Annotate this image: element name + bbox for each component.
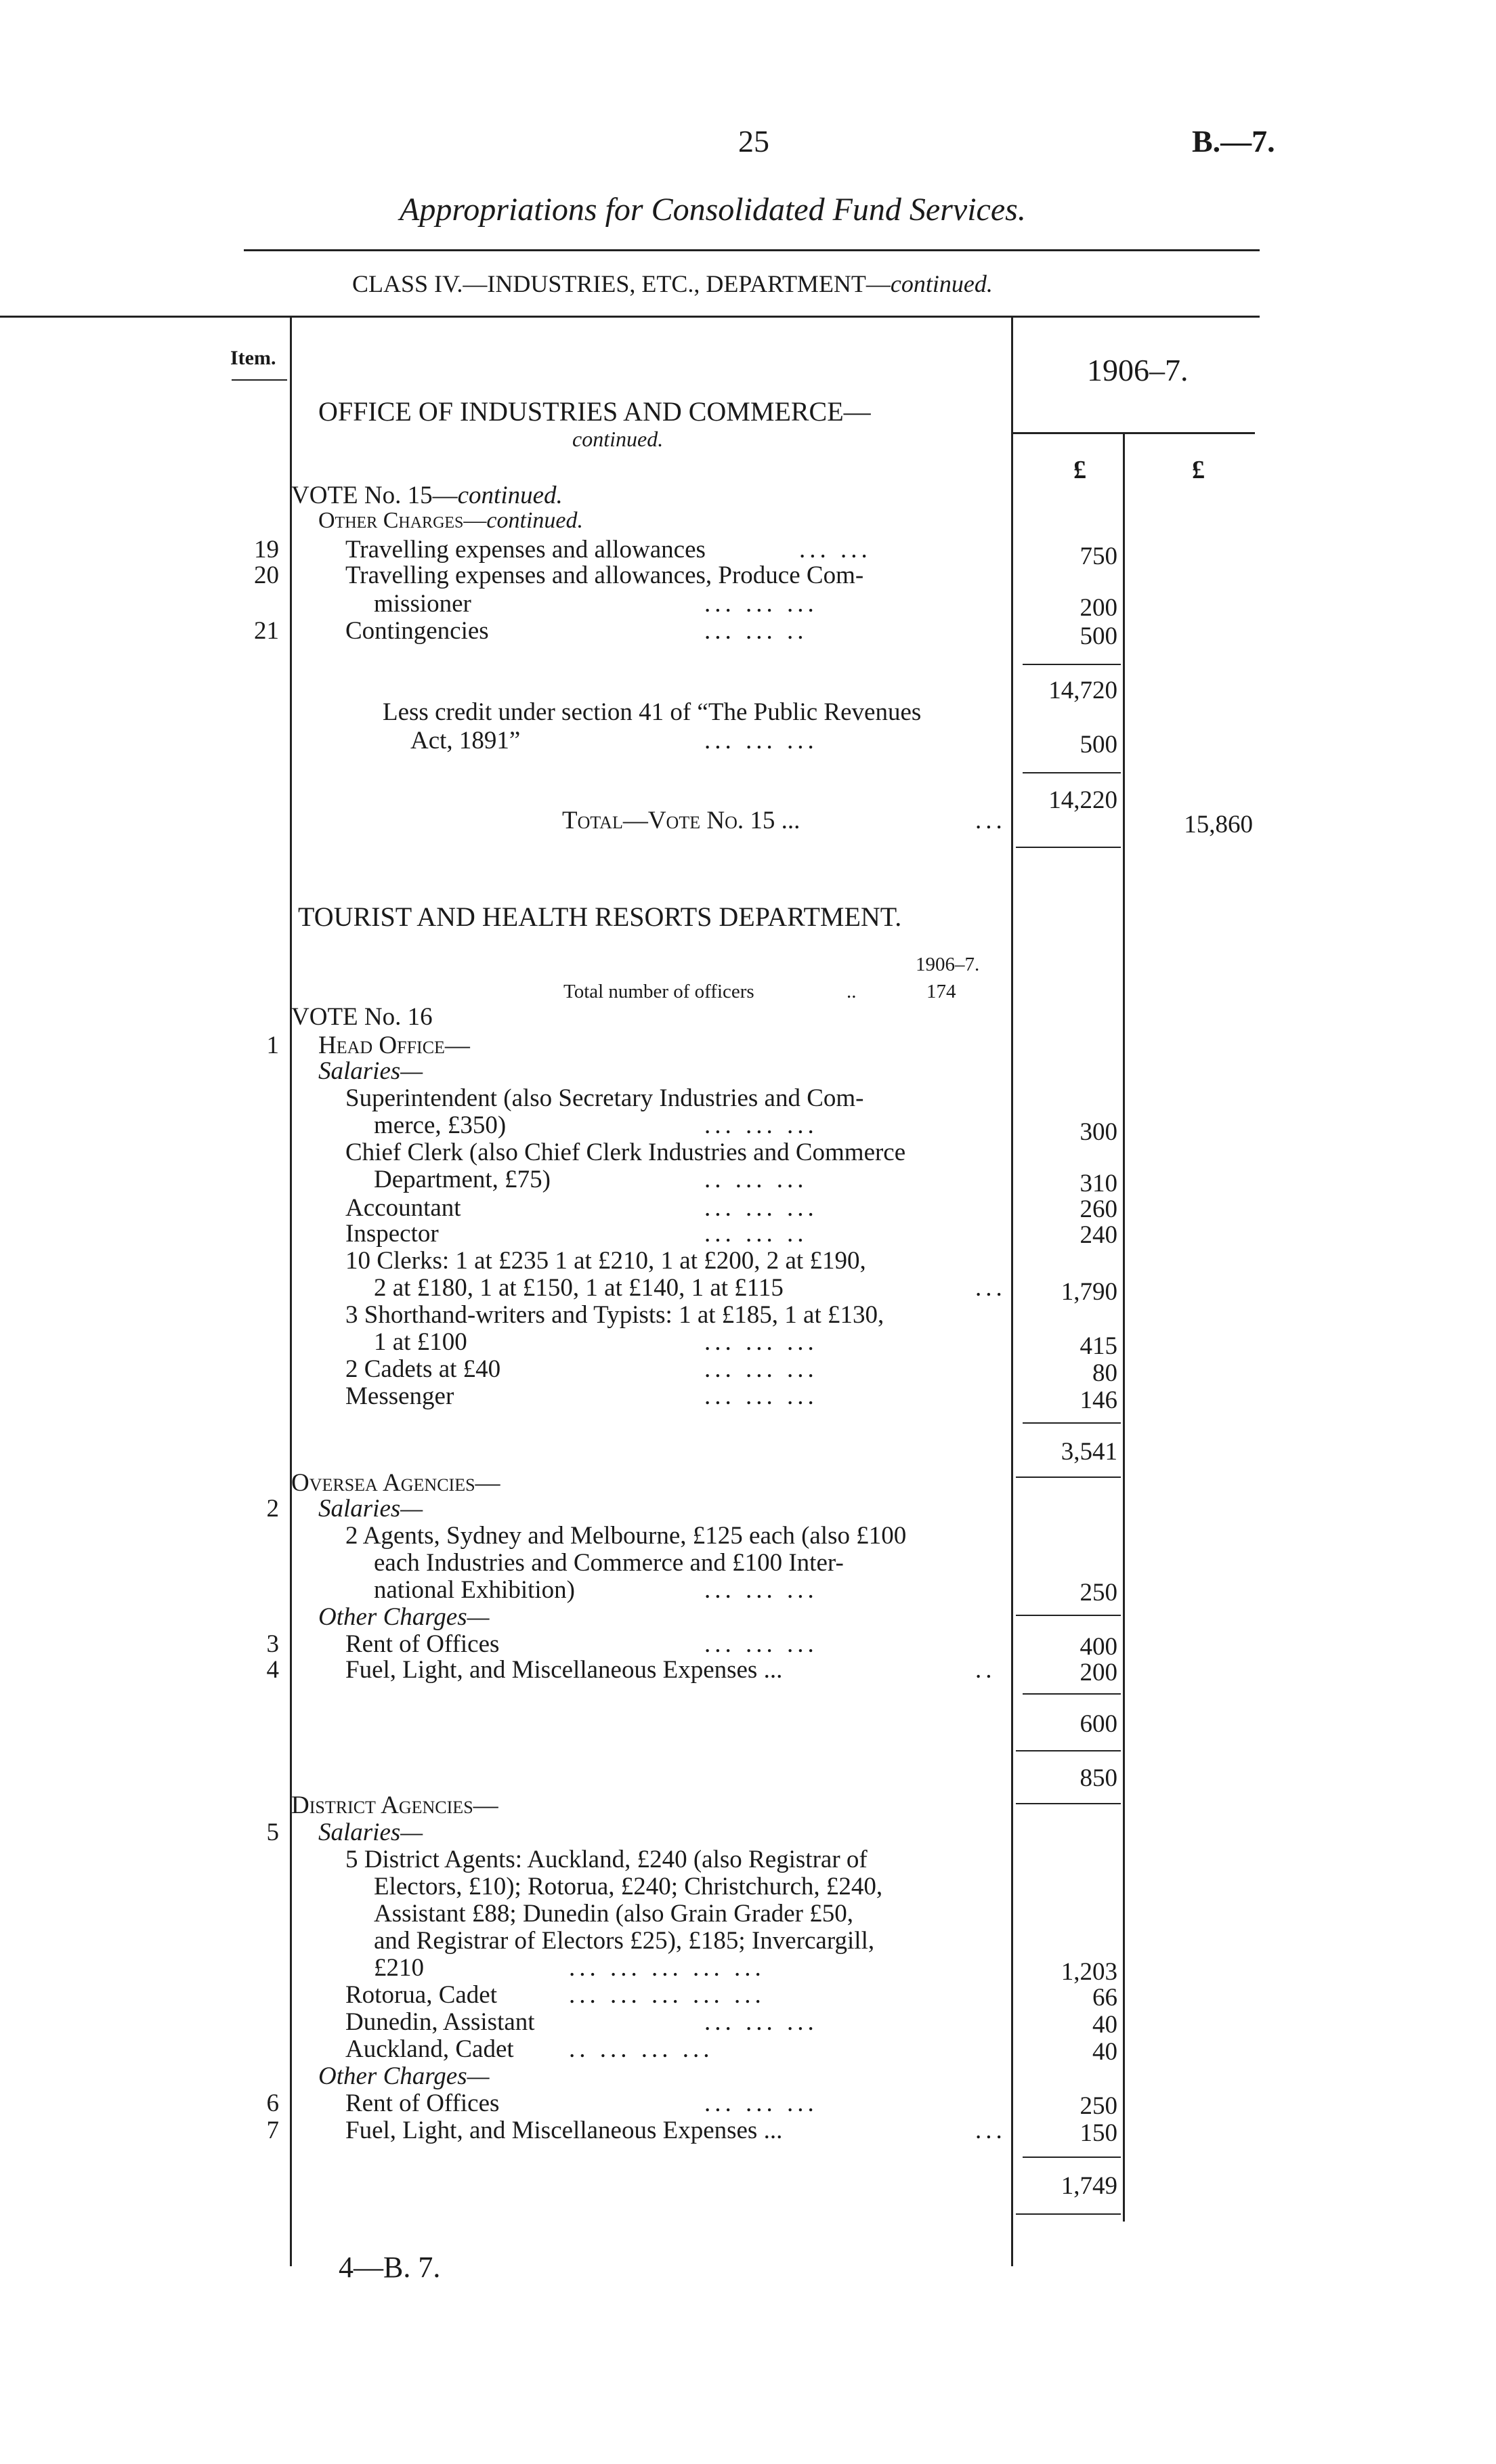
year-column-header: 1906–7. [1087,353,1189,387]
oversea-rent: Rent of Offices [345,1630,500,1658]
page-footer-signature: 4—B. 7. [339,2251,441,2284]
leader-dots: ... [975,2117,1006,2144]
amount: 1,790 [1061,1278,1117,1306]
item-column-header: Item. [230,347,276,369]
table-top-rule [0,316,1260,318]
class-heading-cont: continued. [890,270,993,297]
less-credit-amount: 500 [1080,731,1117,759]
oversea-salaries-label: Salaries— [318,1495,423,1523]
head-line: Accountant [345,1194,461,1222]
vote15-text: VOTE No. 15— [291,482,458,509]
leader-dots: ... ... ... ... ... [569,1954,765,1982]
head-line: 10 Clerks: 1 at £235 1 at £210, 1 at £200, 2 at £190, [345,1247,866,1275]
total-vote15-amount: 15,860 [1184,811,1253,838]
pound-symbol-2: £ [1192,456,1205,484]
other-charges-text: Other Charges— [318,508,487,533]
leader-dots: ... ... ... [704,1630,818,1658]
subtotal-rule [1023,664,1121,665]
district-label: District Agencies— [291,1791,498,1819]
district-salaries-label: Salaries— [318,1819,423,1846]
amount: 146 [1080,1386,1117,1414]
district-line: £210 [374,1954,424,1982]
district-small: Auckland, Cadet [345,2035,514,2063]
amount: 250 [1080,1579,1117,1607]
section2-heading: TOURIST AND HEALTH RESORTS DEPARTMENT. [298,901,902,932]
oversea-line: national Exhibition) [374,1576,575,1604]
page-code: B.—7. [1192,124,1275,158]
pound-symbol-1: £ [1073,456,1086,484]
amount: 240 [1080,1221,1117,1249]
item-head-rule [232,379,287,381]
item-number: 5 [266,1819,279,1846]
district-total: 1,749 [1061,2172,1117,2200]
officers-dots: .. [847,981,857,1002]
leader-dots: ... [975,807,1006,834]
vote15-cont: continued. [457,482,563,509]
leader-dots: ... ... ... [704,1355,818,1383]
head-line: 3 Shorthand-writers and Typists: 1 at £185, 1 at £130, [345,1301,884,1329]
oversea-total-rule-bottom [1016,1803,1121,1804]
district-line: and Registrar of Electors £25), £185; Invercargill, [374,1927,875,1955]
amount: 200 [1080,594,1117,622]
district-fuel: Fuel, Light, and Miscellaneous Expenses ... [345,2117,783,2144]
other-charges-label [318,508,583,534]
district-small: Rotorua, Cadet [345,1981,498,2009]
item-number: 6 [266,2089,279,2117]
year-rule [1011,432,1255,434]
head-line: Chief Clerk (also Chief Clerk Industries and Commerce [345,1139,906,1166]
oversea-total-rule-top [1016,1750,1121,1751]
leader-dots: ... [975,1274,1006,1302]
class-heading-text: CLASS IV.—INDUSTRIES, ETC., DEPARTMENT— [352,270,891,297]
item-number: 2 [266,1495,279,1523]
officers-label: Total number of officers [563,981,754,1002]
head-line: Department, £75) [374,1166,551,1193]
leader-dots: ... ... [799,536,872,564]
amount: 300 [1080,1118,1117,1146]
section1-heading-cont: continued. [572,427,664,451]
oversea-salary-rule [1016,1615,1121,1616]
district-line: Assistant £88; Dunedin (also Grain Grader £50, [374,1900,854,1928]
leader-dots: ... ... ... [704,2008,818,2036]
oversea-line: 2 Agents, Sydney and Melbourne, £125 each (also £100 [345,1522,907,1550]
district-small: Dunedin, Assistant [345,2008,535,2036]
less-credit-line-1: Less credit under section 41 of “The Public Revenues [383,698,922,726]
head-line: 1 at £100 [374,1328,467,1356]
officers-count: 174 [926,981,956,1002]
subtotal-amount: 14,720 [1048,677,1117,704]
item-number: 4 [266,1656,279,1684]
head-total-underline [1016,1477,1121,1478]
amount: 80 [1092,1359,1117,1387]
head-total-rule [1023,1422,1121,1424]
head-line: Superintendent (also Secretary Industries and Com- [345,1084,864,1112]
oversea-other-label: Other Charges— [318,1603,490,1631]
amount: 1,203 [1061,1958,1117,1986]
leader-dots: .. [975,1656,996,1684]
amount: 40 [1092,2011,1117,2039]
oversea-other-total: 600 [1080,1710,1117,1738]
oversea-label: Oversea Agencies— [291,1469,500,1497]
head-line: merce, £350) [374,1111,507,1139]
vote16-label: VOTE No. 16 [291,1003,433,1031]
item-number: 21 [254,617,279,645]
item-number: 1 [266,1032,279,1059]
leader-dots: ... ... ... [704,1194,818,1222]
amount: 415 [1080,1332,1117,1360]
item-number: 20 [254,561,279,589]
amount: 40 [1092,2038,1117,2066]
leader-dots: ... ... ... [704,1382,818,1410]
class-heading [352,270,993,298]
amount: 750 [1080,543,1117,570]
leader-dots: ... ... ... [704,1111,818,1139]
amount: 250 [1080,2092,1117,2120]
district-total-rule [1023,2157,1121,2158]
header-rule [244,249,1260,251]
oversea-line: each Industries and Commerce and £100 Inter- [374,1549,844,1577]
leader-dots: ... ... .. [704,617,808,645]
district-line: 5 District Agents: Auckland, £240 (also Registrar of [345,1846,868,1873]
leader-dots: .. ... ... ... [569,2035,714,2063]
net-amount: 14,220 [1048,786,1117,814]
leader-dots: ... ... ... [704,590,818,618]
leader-dots: ... ... ... [704,1576,818,1604]
leader-dots: ... ... .. [704,1220,808,1248]
salaries-label: Salaries— [318,1057,423,1085]
district-other-label: Other Charges— [318,2062,490,2090]
oversea-fuel: Fuel, Light, and Miscellaneous Expenses ... [345,1656,783,1684]
district-line: Electors, £10); Rotorua, £240; Christchurch, £240, [374,1873,883,1900]
head-total-amount: 3,541 [1061,1438,1117,1466]
amount: 400 [1080,1633,1117,1661]
total-vote15-label: Total—Vote No. 15 ... [562,807,800,834]
running-title: Appropriations for Consolidated Fund Services. [400,192,1026,228]
district-rent: Rent of Offices [345,2089,500,2117]
line-item-text: missioner [374,590,471,618]
section1-heading: OFFICE OF INDUSTRIES AND COMMERCE— [318,396,871,427]
head-line: Messenger [345,1382,454,1410]
net-rule [1023,772,1121,773]
oversea-other-rule [1023,1693,1121,1695]
head-line: Inspector [345,1220,439,1248]
head-line: 2 at £180, 1 at £150, 1 at £140, 1 at £115 [374,1274,784,1302]
officers-year: 1906–7. [916,954,980,975]
item-number: 7 [266,2117,279,2144]
district-total-underline [1016,2213,1121,2215]
oversea-total: 850 [1080,1764,1117,1792]
vote15-label [291,481,563,510]
item-number: 19 [254,536,279,564]
line-item-text: Contingencies [345,617,489,645]
net-underline [1016,847,1121,848]
amount: 200 [1080,1659,1117,1686]
leader-dots: .. ... ... [704,1166,808,1193]
item-col-divider [290,316,292,2266]
leader-dots: ... ... ... [704,1328,818,1356]
less-credit-line-2: Act, 1891” [410,727,521,755]
head-line: 2 Cadets at £40 [345,1355,501,1383]
page-number: 25 [738,124,769,158]
head-office-label: Head Office— [318,1032,470,1059]
amount-col-mid [1123,433,1125,2222]
leader-dots: ... ... ... [704,727,818,755]
line-item-text: Travelling expenses and allowances, Produce Com- [345,561,864,589]
amount: 150 [1080,2119,1117,2147]
amount: 310 [1080,1170,1117,1197]
amount: 260 [1080,1195,1117,1223]
other-charges-cont: continued. [486,508,583,533]
amount: 500 [1080,622,1117,650]
item-number: 3 [266,1630,279,1658]
amount: 66 [1092,1984,1117,2012]
line-item-text: Travelling expenses and allowances [345,536,706,564]
leader-dots: ... ... ... ... ... [569,1981,765,2009]
leader-dots: ... ... ... [704,2089,818,2117]
